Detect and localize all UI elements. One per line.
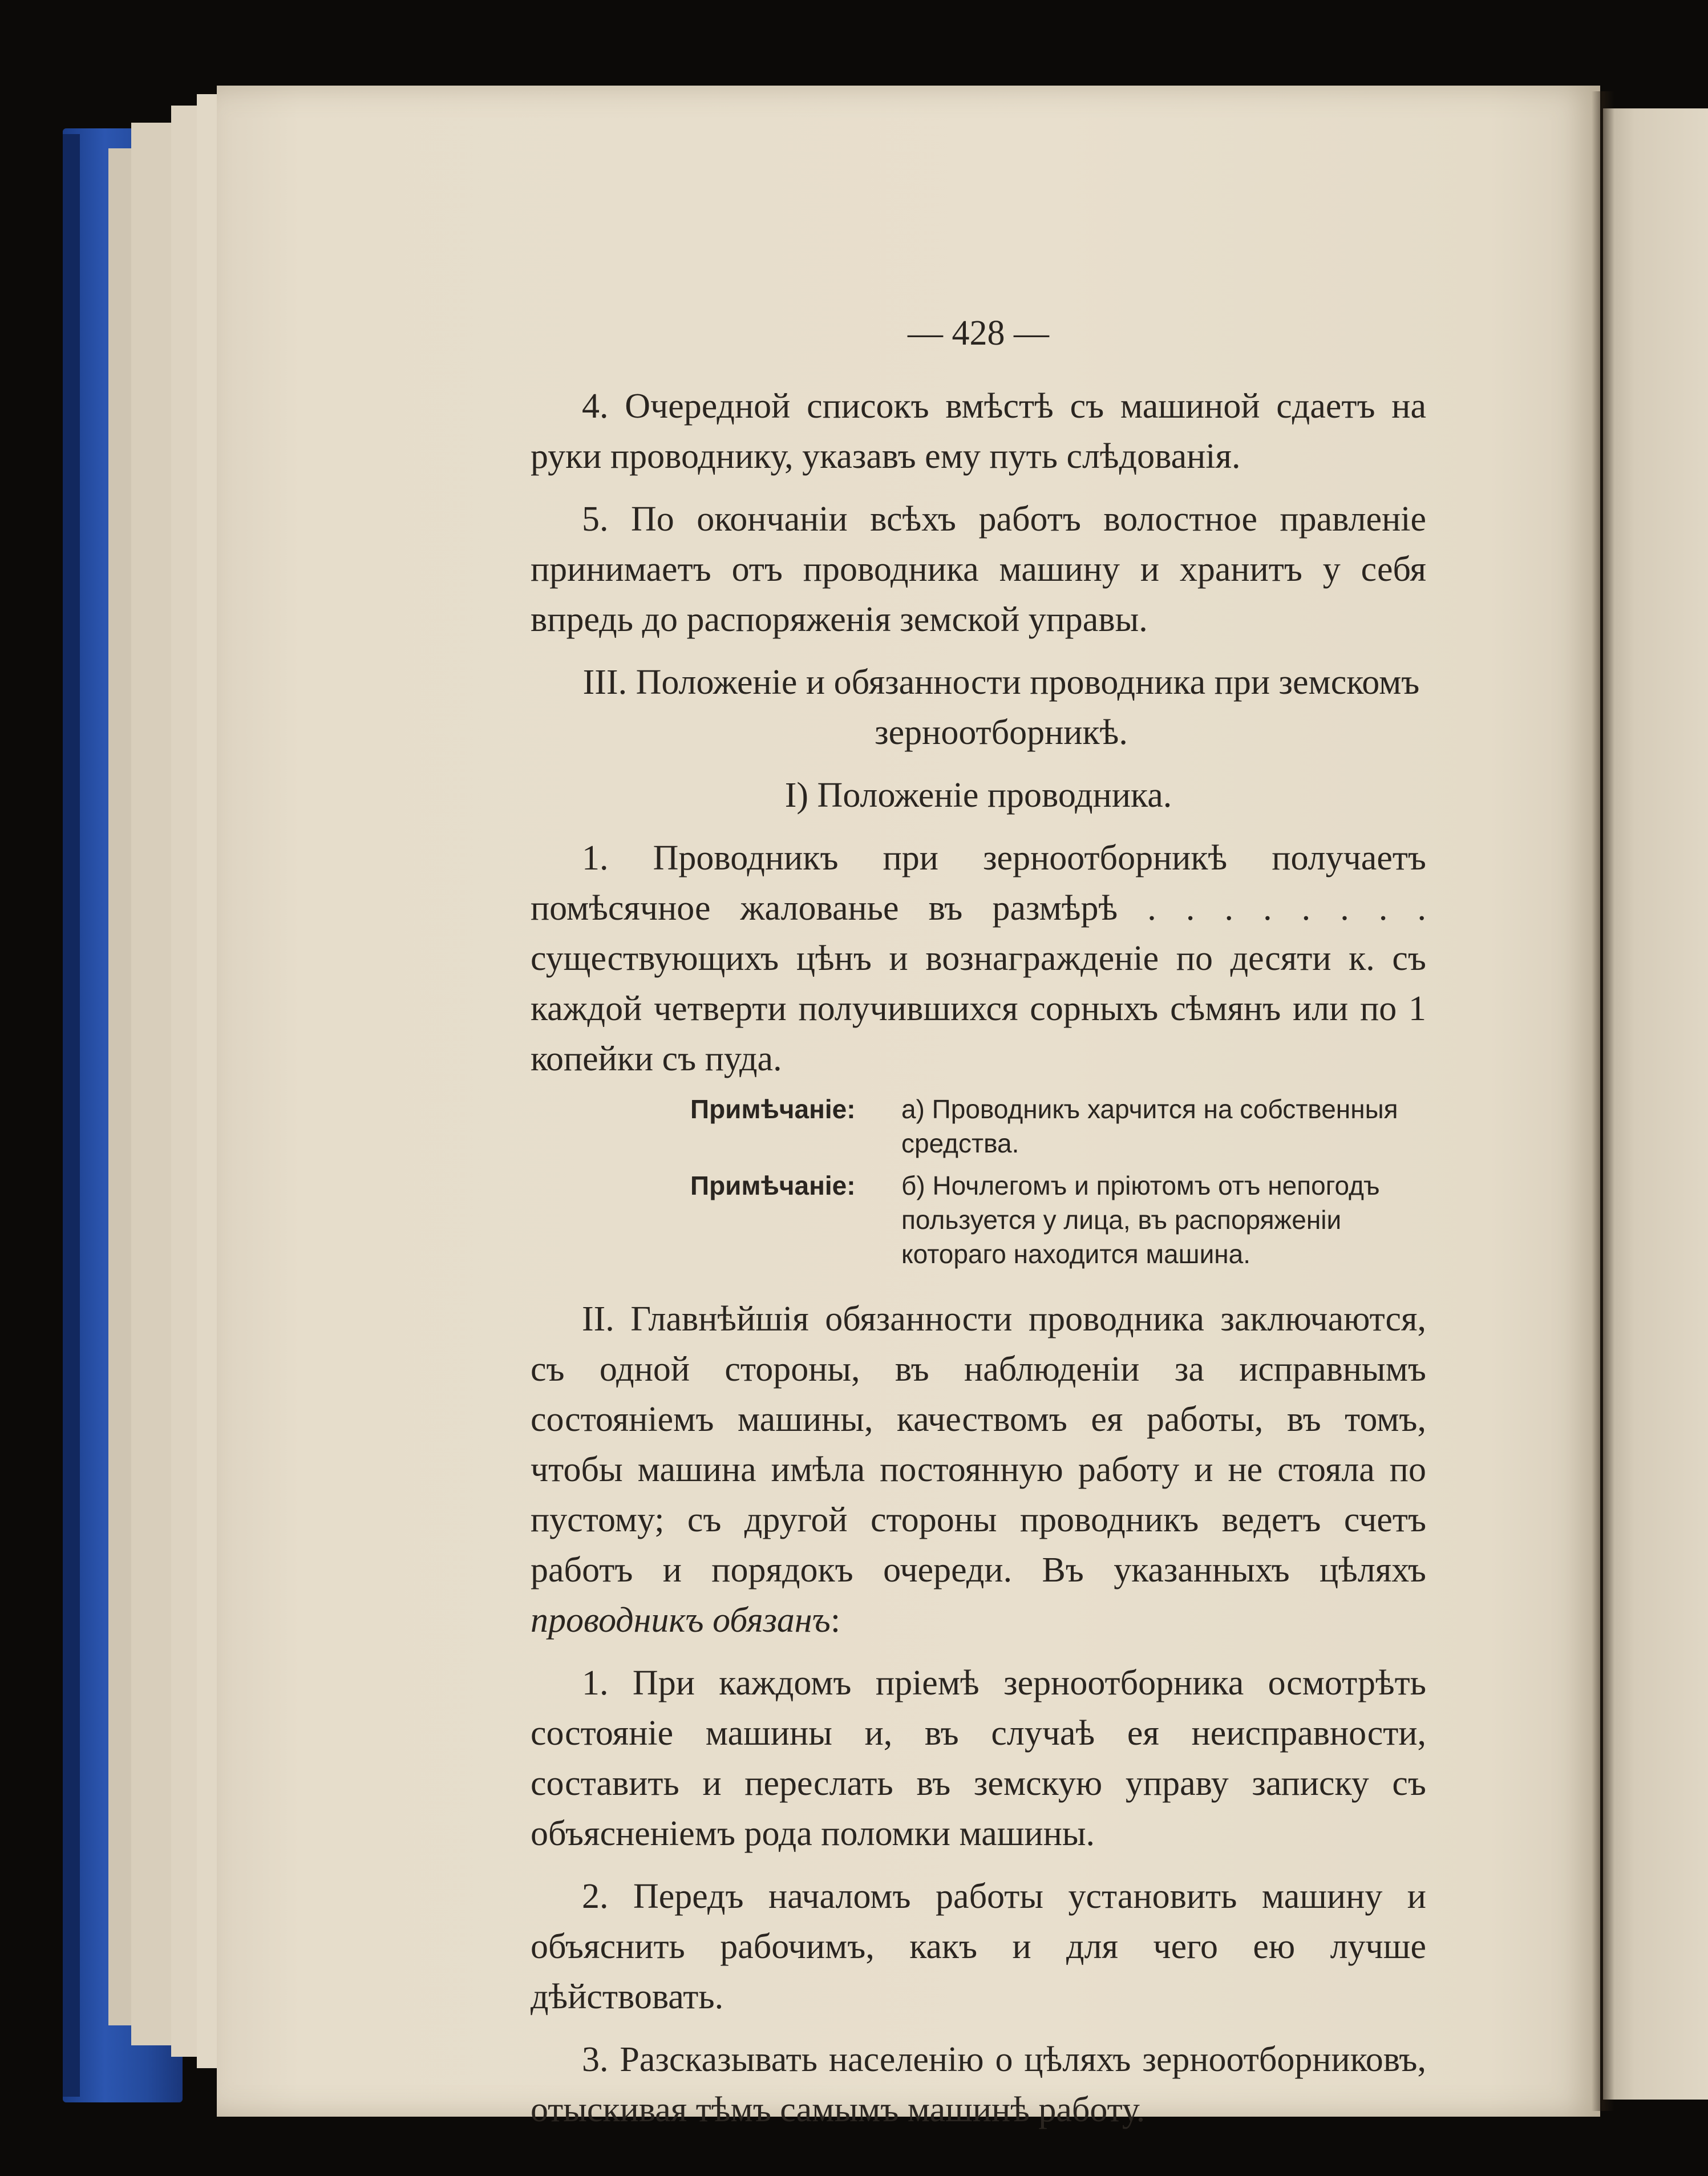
section-heading: III. Положеніе и обязанности проводника при земскомъ зерноотборникѣ. — [582, 663, 1420, 752]
note-text: а) Проводникъ харчится на собственныя средства. — [901, 1094, 1398, 1158]
paragraph: 1. Проводникъ при зерноотборникѣ получаетъ помѣсячное жалованье въ размѣрѣ . . . . . . . . существующихъ цѣнъ и вознагражденіе по десяти к. съ каждой четверти получившихся сорныхъ сѣмянъ или по 1 копейки съ пуда. — [531, 839, 1426, 1078]
list-item: 3. Разсказывать населенію о цѣляхъ зерноотборниковъ, отыскивая тѣмъ самымъ машинѣ работу. — [531, 2040, 1426, 2129]
list-item: 1. При каждомъ пріемѣ зерноотборника осмотрѣть состояніе машины и, въ случаѣ ея неисправности, составить и переслать въ земскую управу записку съ объясненіемъ рода поломки машины. — [531, 1664, 1426, 1853]
book-spine-edge — [63, 134, 80, 2097]
book-gutter — [1592, 91, 1614, 2111]
facing-page — [1603, 108, 1708, 2100]
list-item: 2. Передъ началомъ работы установить машину и объяснить рабочимъ, какъ и для чего ею лучше дѣйствовать. — [531, 1877, 1426, 2016]
paragraph — [531, 1294, 1426, 1645]
punctuation: : — [830, 1601, 841, 1640]
italic-phrase: проводникъ обязанъ — [531, 1601, 831, 1640]
note-label: Примѣчаніе: — [690, 1171, 856, 1200]
subheading: I) Положеніе проводника. — [784, 776, 1172, 815]
page-text — [531, 308, 1426, 2135]
paragraph: 5. По окончаніи всѣхъ работъ волостное правленіе принимаетъ отъ проводника машину и хранитъ у себя впредь до распоряженія земской управы. — [531, 500, 1426, 639]
footnote — [690, 1168, 1426, 1271]
paragraph-text: II. Главнѣйшія обязанности проводника заключаются, съ одной стороны, въ наблюденіи за исправнымъ состояніемъ машины, качествомъ ея работы, въ томъ, чтобы машина имѣла постоянную работу и не стояла по пустому; съ другой стороны проводникъ ведетъ счетъ работъ и порядокъ очереди. Въ указанныхъ цѣляхъ — [531, 1300, 1426, 1589]
paragraph: 4. Очередной списокъ вмѣстѣ съ машиной сдаетъ на руки проводнику, указавъ ему путь слѣдованія. — [531, 387, 1426, 476]
note-label: Примѣчаніе: — [690, 1094, 856, 1124]
page-number: — 428 — — [908, 314, 1049, 353]
footnote — [690, 1092, 1426, 1160]
note-text: б) Ночлегомъ и пріютомъ отъ непогодъ пользуется у лица, въ распоряженіи котораго находится машина. — [901, 1171, 1380, 1269]
